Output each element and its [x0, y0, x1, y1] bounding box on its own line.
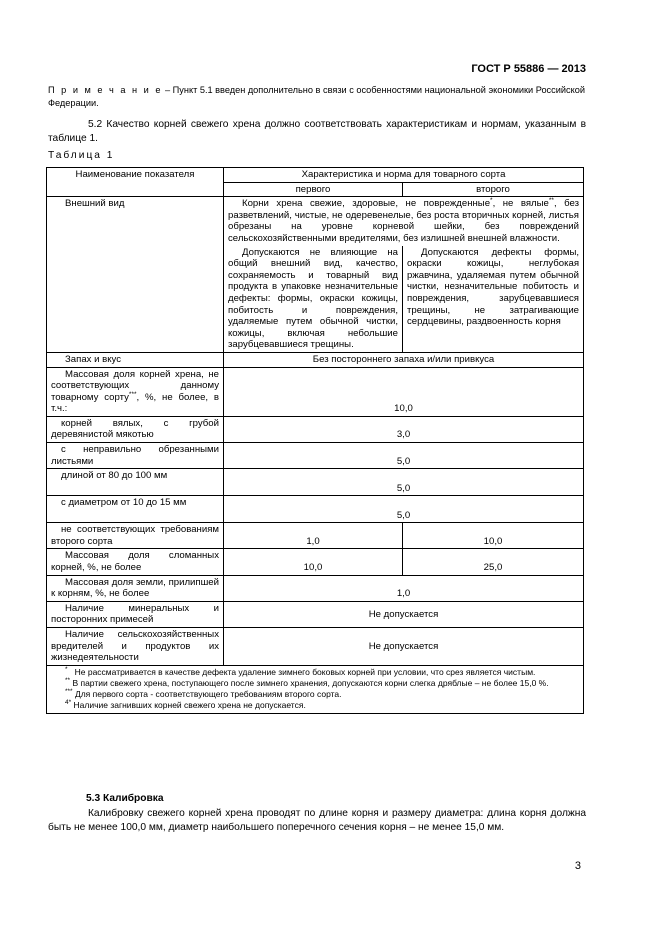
row-label-pests: Наличие сельскохозяйственных вредителей и продуктов их жизнедеятельности: [47, 628, 224, 666]
table-row: [47, 469, 584, 496]
trimmed-value: 5,0: [224, 443, 584, 469]
row-label-diameter: с диаметром от 10 до 15 мм: [47, 496, 224, 523]
row-label-smell: Запах и вкус: [47, 352, 224, 367]
footnote-text: Не рассматривается в качестве дефекта удаление зимнего боковых корней при условии, что срез является чистым.: [74, 666, 536, 677]
quality-table: [46, 167, 584, 714]
footnote-ref: *: [490, 197, 493, 204]
header-first-grade: первого: [224, 182, 403, 197]
section-5-3-title: 5.3 Калибровка: [86, 793, 164, 804]
table-row: [47, 575, 584, 601]
pests-value: Не допускается: [224, 628, 584, 666]
row-label-soil: Массовая доля земли, прилипшей к корням, %, не более: [47, 575, 224, 601]
row-label-mineral: Наличие минеральных и посторонних примесей: [47, 601, 224, 627]
footnote: [65, 700, 577, 711]
table-row: [47, 443, 584, 469]
row-label-second-req: не соответствующих требованиям второго сорта: [47, 523, 224, 549]
appearance-first-grade: Допускаются не влияющие на общий внешний вид, качество, сохраняемость и товарный вид продукта в упаковке незначительные дефекты: формы, окраски кожицы, побитость и повреждения, удаляемые путем обычной чистки, кожицы, включая небольшие зарубцевавшиеся трещины.: [224, 246, 403, 353]
footnote: [65, 689, 577, 700]
table-row: [47, 416, 584, 442]
note: [48, 84, 586, 109]
footnote-mark: ***: [65, 687, 73, 695]
header-group: Характеристика и норма для товарного сорта: [224, 168, 584, 183]
row-label-appearance: Внешний вид: [47, 197, 224, 353]
second-req-first-grade: 1,0: [224, 523, 403, 549]
footnote-text: Для первого сорта - соответствующего требованиям второго сорта.: [74, 688, 342, 699]
footnote-ref: ***: [128, 390, 137, 398]
table-row: [47, 523, 584, 549]
second-req-second-grade: 10,0: [403, 523, 584, 549]
table-row: [47, 352, 584, 367]
mass-nonconforming-value: 10,0: [224, 367, 584, 416]
table-footnotes-row: [47, 665, 584, 713]
footnote-mark: **: [65, 676, 71, 684]
paragraph-5-2: 5.2 Качество корней свежего хрена должно соответствовать характеристикам и нормам, указанным в таблице 1.: [48, 119, 586, 144]
note-text: – Пункт 5.1 введен дополнительно в связи с особенностями национальной экономики Российской Федерации.: [48, 85, 585, 108]
appearance-common-part: , без разветвлений, чистые, не одеревенелые, без роста вторичных корней, листья обрезаны на уровне корневой шейки, без повреждений сельскохозяйственными вредителями, без излишней внешней влажности.: [228, 198, 580, 244]
footnote: [65, 667, 577, 678]
paragraph-5-3: Калибровку свежего корней хрена проводят по длине корня и размеру диаметра: длина корня должна быть не менее 100,0 мм, диаметр наибольшего поперечного сечения корня – не менее 15,0 мм.: [48, 808, 586, 833]
table-caption: Таблица 1: [48, 150, 115, 161]
row-label-length: длиной от 80 до 100 мм: [47, 469, 224, 496]
broken-first-grade: 10,0: [224, 549, 403, 575]
soil-value: 1,0: [224, 575, 584, 601]
table-row: [47, 549, 584, 575]
footnote-mark: *: [65, 665, 68, 673]
table-row: [47, 628, 584, 666]
appearance-common: [224, 197, 584, 246]
mineral-value: Не допускается: [224, 601, 584, 627]
appearance-common-part: , не вялые: [492, 198, 549, 210]
page-number: 3: [574, 860, 581, 872]
table-footnotes: [47, 665, 584, 713]
footnote-ref: **: [548, 197, 554, 204]
footnote: [65, 678, 577, 689]
header-second-grade: второго: [403, 182, 584, 197]
table-row: [47, 496, 584, 523]
wilted-value: 3,0: [224, 416, 584, 442]
note-label: П р и м е ч а н и е: [48, 85, 163, 95]
label-part: , %, не более, в т.ч.:: [51, 391, 219, 415]
table-header-row: [47, 168, 584, 183]
row-label-trimmed: с неправильно обрезанными листьями: [47, 443, 224, 469]
table-row: [47, 367, 584, 416]
table-row: [47, 601, 584, 627]
broken-second-grade: 25,0: [403, 549, 584, 575]
diameter-value: 5,0: [224, 496, 584, 523]
row-label-broken: Массовая доля сломанных корней, %, не более: [47, 549, 224, 575]
document-header: ГОСТ Р 55886 — 2013: [471, 63, 586, 75]
header-indicator: Наименование показателя: [47, 168, 224, 197]
footnote-text: Наличие загнивших корней свежего хрена не допускается.: [73, 699, 306, 710]
length-value: 5,0: [224, 469, 584, 496]
row-label-mass-nonconforming: [47, 367, 224, 416]
table-row: [47, 197, 584, 246]
label-part: Массовая доля корней хрена, не соответствующих данному товарному сорту: [51, 368, 219, 403]
row-label-wilted: корней вялых, с грубой деревянистой мякотью: [47, 416, 224, 442]
footnote-mark: 4*: [65, 698, 72, 706]
smell-value: Без постороннего запаха и/или привкуса: [224, 352, 584, 367]
appearance-second-grade: Допускаются дефекты формы, окраски кожицы, неглубокая ржавчина, удаляемая путем обычной чистки, незначительные побитость и повреждения, зарубцевавшиеся трещины, не затрагивающие сердцевины, раздвоенность корня: [403, 246, 584, 353]
appearance-common-part: Корни хрена свежие, здоровые, не поврежденные: [242, 198, 491, 210]
footnote-text: В партии свежего хрена, поступающего после зимнего хранения, допускаются корни слегка дряблые – не более 15,0 %.: [72, 677, 549, 688]
